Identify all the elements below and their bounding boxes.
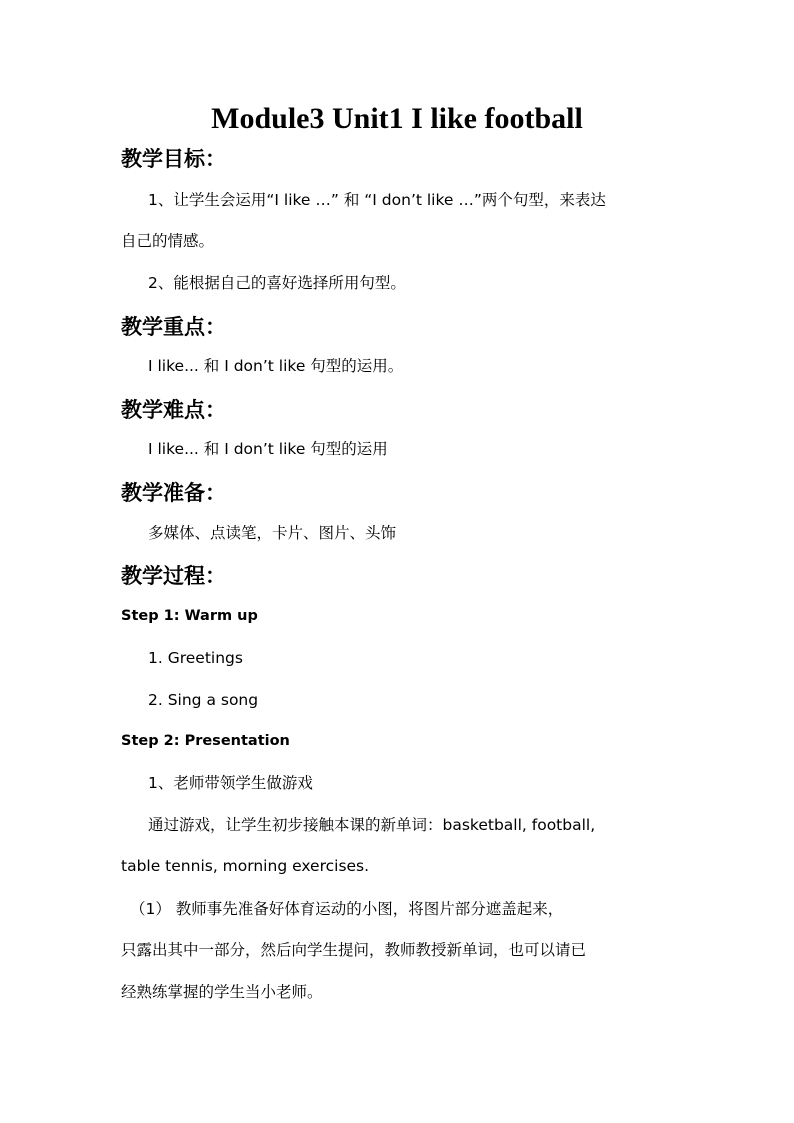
key-points-heading: 教学重点： <box>121 315 226 339</box>
document-title: Module3 Unit1 I like football <box>211 102 583 135</box>
step-2-para-2-line-2: 只露出其中一部分，然后向学生提问，教师教授新单词，也可以请已 <box>121 941 587 959</box>
step-1-item-1: 1. Greetings <box>148 649 243 667</box>
objective-item-1-line-2: 自己的情感。 <box>121 232 215 250</box>
preparation-text: 多媒体、点读笔，卡片、图片、头饰 <box>148 524 397 542</box>
preparation-heading: 教学准备： <box>121 481 226 505</box>
step-2-para-1-line-2: table tennis, morning exercises. <box>121 857 370 875</box>
step-2-para-1-line-1: 通过游戏，让学生初步接触本课的新单词：basketball, football, <box>148 816 596 834</box>
process-heading: 教学过程： <box>121 564 226 588</box>
objective-item-2: 2、能根据自己的喜好选择所用句型。 <box>148 274 406 292</box>
step-1-label: Step 1: Warm up <box>121 608 258 624</box>
step-2-label: Step 2: Presentation <box>121 733 290 749</box>
difficulties-heading: 教学难点： <box>121 398 226 422</box>
step-2-para-2-line-1: （1） 教师事先准备好体育运动的小图，将图片部分遮盖起来， <box>130 900 564 918</box>
step-2-para-2-line-3: 经熟练掌握的学生当小老师。 <box>121 983 323 1001</box>
objectives-heading: 教学目标： <box>121 147 226 171</box>
key-points-text: I like... 和 I don’t like 句型的运用。 <box>148 357 404 375</box>
objective-item-1-line-1: 1、让学生会运用“I like …” 和 “I don’t like …”两个句型，来表达 <box>148 191 606 209</box>
step-2-item-1: 1、老师带领学生做游戏 <box>148 774 313 792</box>
difficulties-text: I like... 和 I don’t like 句型的运用 <box>148 440 388 458</box>
step-1-item-2: 2. Sing a song <box>148 691 259 709</box>
